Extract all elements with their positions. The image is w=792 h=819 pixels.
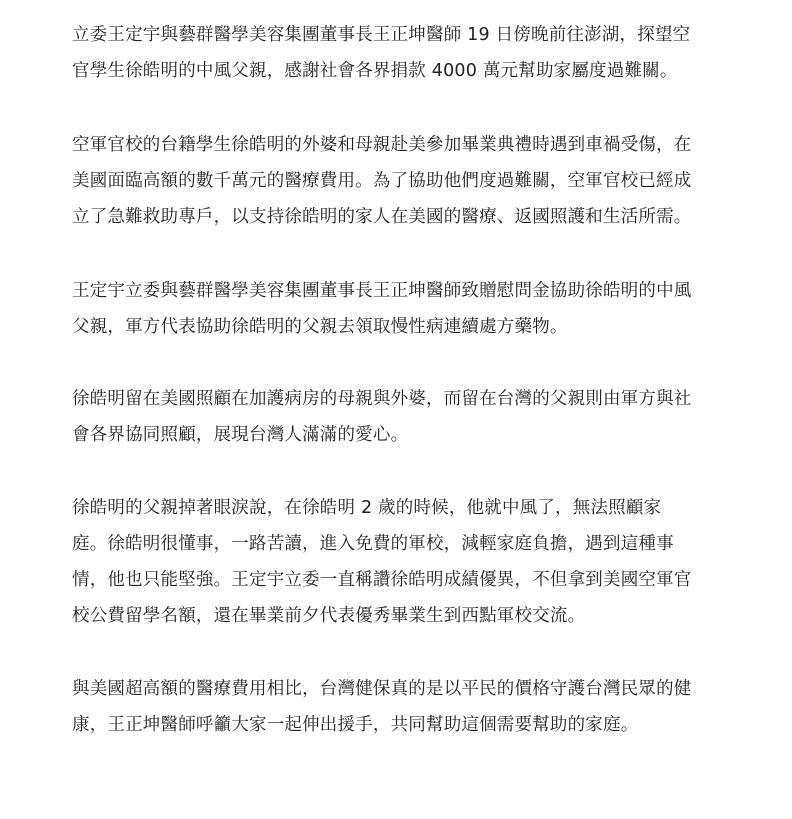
text-line: 空軍官校的台籍學生徐皓明的外婆和母親赴美參加畢業典禮時遇到車禍受傷，在 (72, 135, 692, 155)
text-line: 美國面臨高額的數千萬元的醫療費用。為了協助他們度過難關，空軍官校已經成 (72, 171, 692, 191)
text-line: 父親，軍方代表協助徐皓明的父親去領取慢性病連續處方藥物。 (72, 317, 568, 337)
text-line: 徐皓明的父親掉著眼淚說，在徐皓明 2 歲的時候，他就中風了，無法照顧家 (72, 498, 662, 518)
paragraph-appeal (72, 671, 778, 743)
text-line: 立了急難救助專戶，以支持徐皓明的家人在美國的醫療、返國照護和生活所需。 (72, 207, 692, 227)
text-line: 立委王定宇與藝群醫學美容集團董事長王正坤醫師 19 日傍晚前往澎湖，探望空 (72, 25, 691, 45)
paragraph-father (72, 490, 778, 634)
paragraph-care (72, 381, 778, 453)
paragraph-visit (72, 17, 778, 89)
text-line: 康，王正坤醫師呼籲大家一起伸出援手，共同幫助這個需要幫助的家庭。 (72, 715, 639, 735)
text-line: 徐皓明留在美國照顧在加護病房的母親與外婆，而留在台灣的父親則由軍方與社 (72, 389, 692, 409)
text-line: 校公費留學名額，還在畢業前夕代表優秀畢業生到西點軍校交流。 (72, 606, 586, 626)
text-line: 情，他也只能堅強。王定宇立委一直稱讚徐皓明成績優異，不但拿到美國空軍官 (72, 570, 692, 590)
article-body (72, 0, 778, 743)
paragraph-accident (72, 127, 778, 235)
text-line: 官學生徐皓明的中風父親，感謝社會各界捐款 4000 萬元幫助家屬度過難關。 (72, 61, 678, 81)
text-line: 庭。徐皓明很懂事，一路苦讀，進入免費的軍校，減輕家庭負擔，遇到這種事 (72, 534, 674, 554)
text-line: 與美國超高額的醫療費用相比，台灣健保真的是以平民的價格守護台灣民眾的健 (72, 679, 692, 699)
paragraph-donation (72, 273, 778, 345)
text-line: 王定宇立委與藝群醫學美容集團董事長王正坤醫師致贈慰問金協助徐皓明的中風 (72, 281, 692, 301)
text-line: 會各界協同照顧，展現台灣人滿滿的愛心。 (72, 425, 409, 445)
